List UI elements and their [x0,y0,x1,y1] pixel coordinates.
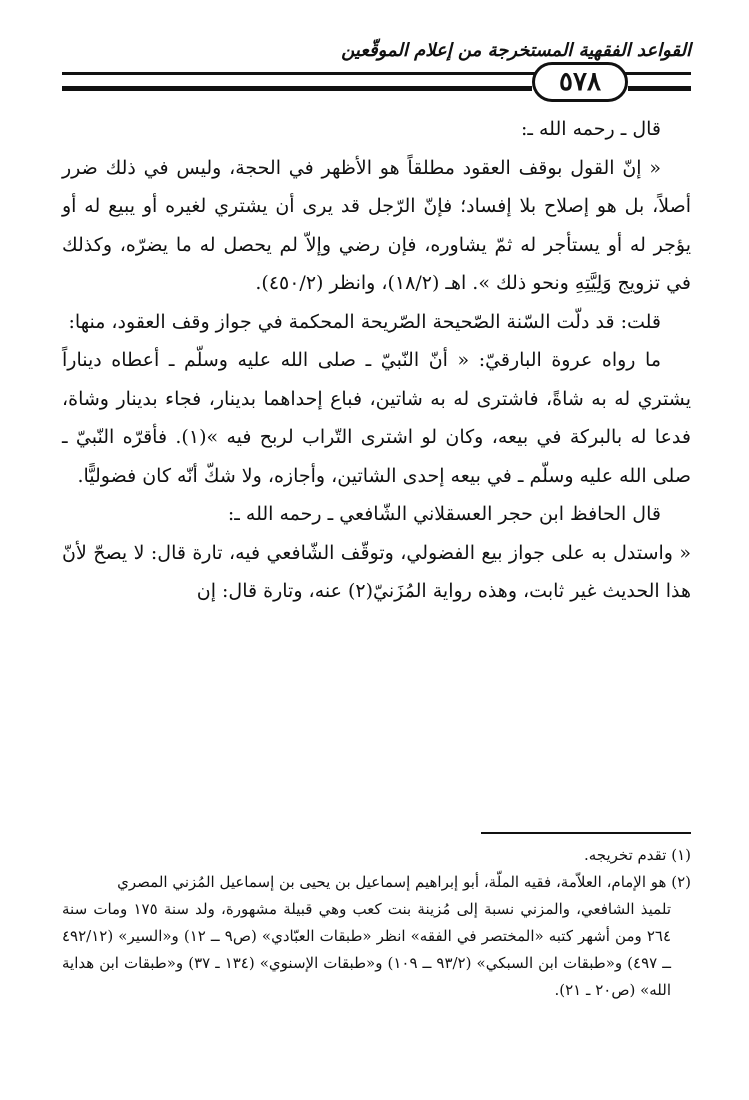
running-header-title: القواعد الفقهية المستخرجة من إعلام الموقّعين [341,40,691,61]
footnote-2-continued: تلميذ الشافعي، والمزني نسبة إلى مُزينة بنت كعب وهي قبيلة مشهورة، ولد سنة ١٧٥ ومات سنة ٢٦٤ ومن أشهر كتبه «المختصر في الفقه» انظر «طبقات العبّادي» (ص٩ ــ ١٢) و«السير» (٤٩٢/١٢ ــ ٤٩٧) و«طبقات ابن السبكي» (٩٣/٢ ــ ١٠٩) و«طبقات الإسنوي» (١٣٤ ـ ٣٧) و«طبقات ابن هداية الله» (ص٢٠ ـ ٢١). [62,900,672,999]
footnote-1: (١) تقدم تخريجه. [583,846,691,864]
footnotes [62,842,691,1004]
paragraph-ibn-hajar-quote: « واستدل به على جواز بيع الفضولي، وتوقّف الشّافعي فيه، تارة قال: لا يصحّ لأنّ هذا الحديث غير ثابت، وهذه رواية المُزَنيّ(٢) عنه، وتارة قال: إن [62,541,691,602]
paragraph-quote: « إنّ القول بوقف العقود مطلقاً هو الأظهر في الحجة، وليس في ذلك ضرر أصلاً، بل هو إصلاح بلا إفساد؛ فإنّ الرّجل قد يرى أن يشتري لغيره أو يبيع له أو يؤجر له أو يستأجر له ثمّ يشاوره، فإن رضي وإلاّ لم يحصل له ما يضرّه، وكذلك في تزويج وَلِيَّتِهِ ونحو ذلك ». اهـ (١٨/٢)، وانظر (٤٥٠/٢). [62,156,691,294]
main-text [62,110,691,611]
paragraph-heading-ibn-hajar: قال الحافظ ابن حجر العسقلاني الشّافعي ـ رحمه الله ـ: [227,503,661,525]
paragraph-hadith: ما رواه عروة البارقيّ: « أنّ النّبيّ ـ صلى الله عليه وسلّم ـ أعطاه ديناراً يشتري له به شاةً، فاشترى له به شاتين، فباع إحداهما بدينار، فجاء بدينار وشاة، فدعا له بالبركة في بيعه، وكان لو اشترى التّراب لربح فيه »(١). فأقرّه النّبيّ ـ صلى الله عليه وسلّم ـ في بيعه إحدى الشاتين، وأجازه، ولا شكّ أنّه كان فضوليًّا. [62,349,691,487]
paragraph-heading-quote: قال ـ رحمه الله ـ: [520,118,661,140]
header-rule-thick-left [62,86,532,91]
header-rule-thick-right [628,86,691,91]
paragraph-commentary: قلت: قد دلّت السّنة الصّحيحة الصّريحة المحكمة في جواز وقف العقود، منها: [68,310,661,333]
footnote-divider [481,832,691,834]
footnote-2: (٢) هو الإمام، العلاّمة، فقيه الملّة، أبو إبراهيم إسماعيل بن يحيى بن إسماعيل المُزني المصري [117,873,691,891]
page-number-badge: ٥٧٨ [532,62,628,102]
